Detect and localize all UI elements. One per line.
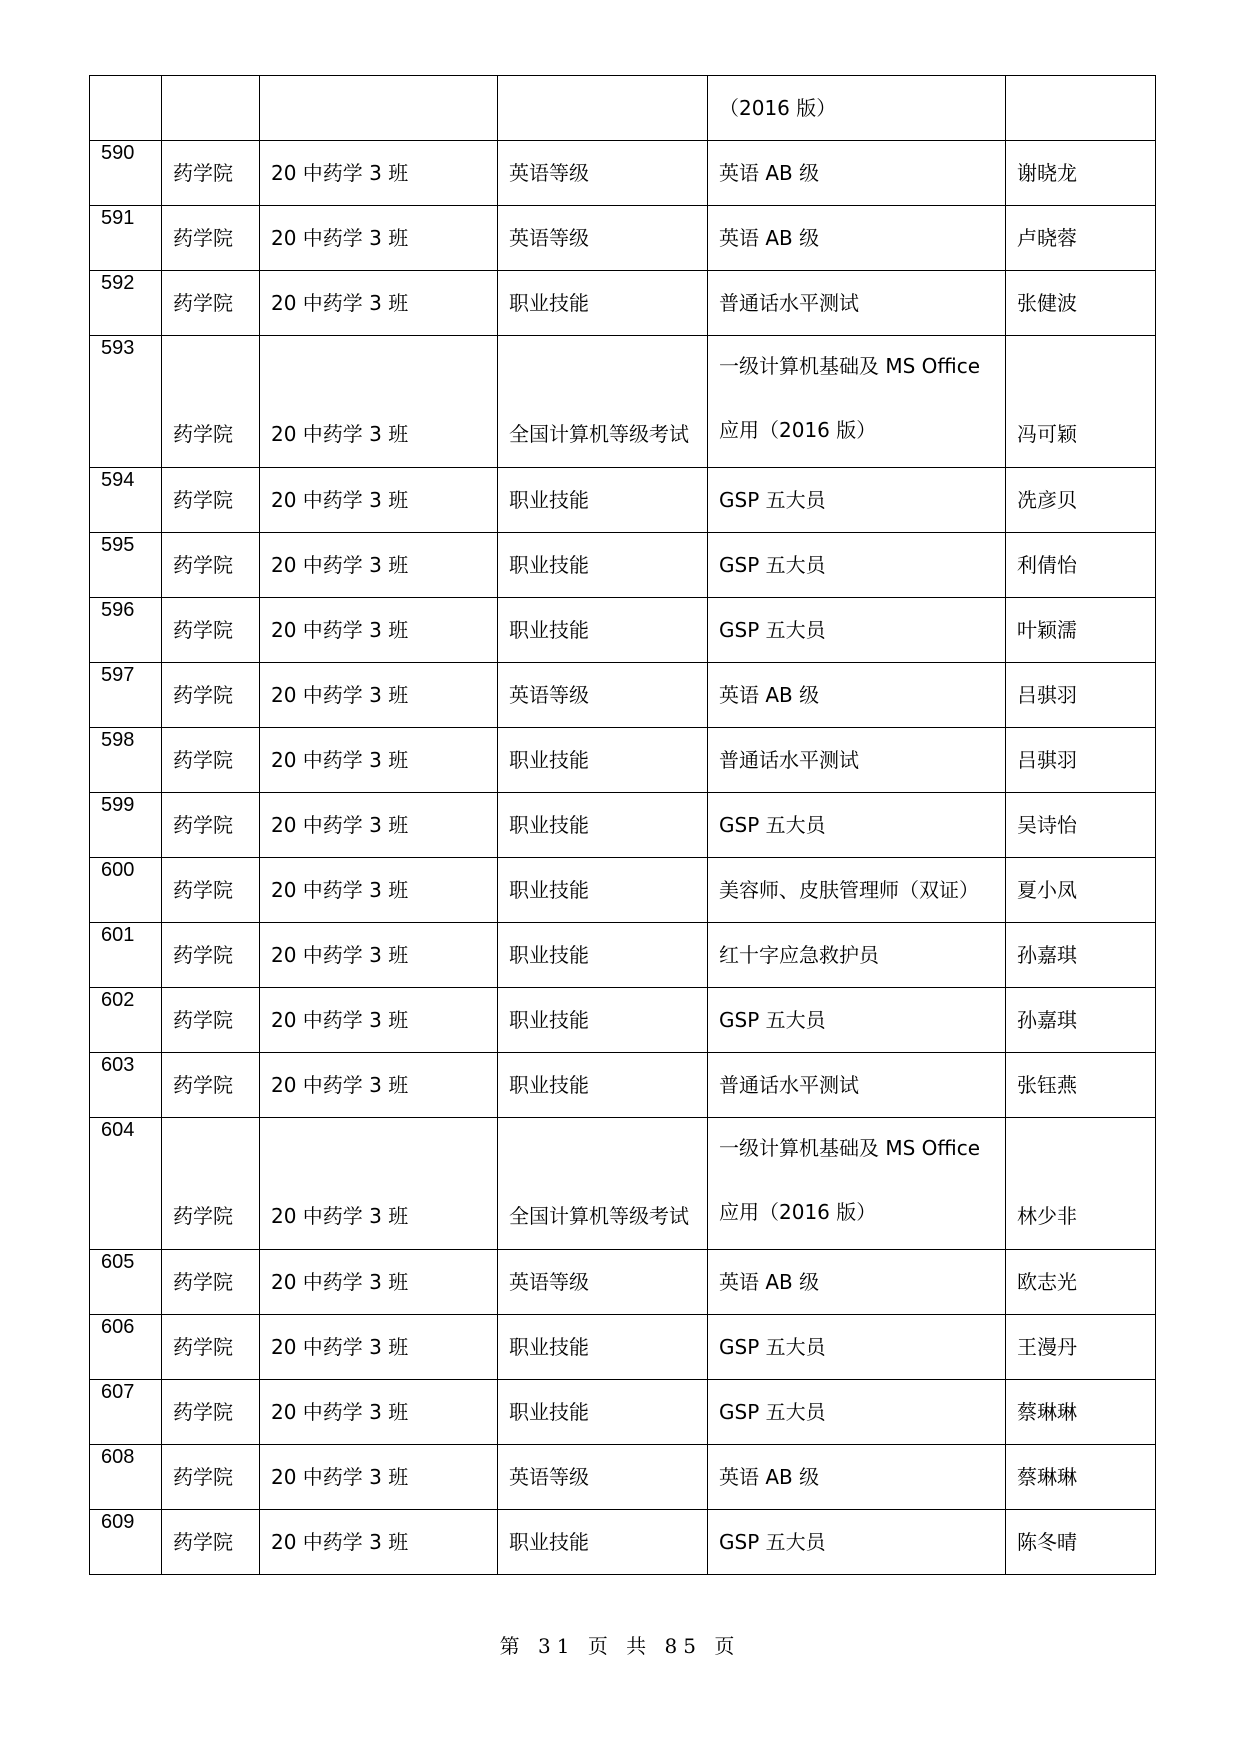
college-text: 药学院 xyxy=(173,683,233,707)
cell-category xyxy=(498,533,708,598)
cell-num: 596 xyxy=(90,598,162,663)
cell-class xyxy=(260,663,498,728)
cell-name xyxy=(1006,468,1156,533)
certificate-text: 英语 AB 级 xyxy=(719,683,820,707)
cell-name xyxy=(1006,858,1156,923)
cell-name xyxy=(1006,923,1156,988)
college-text: 药学院 xyxy=(173,1530,233,1554)
cell-num: 593 xyxy=(90,336,162,468)
cell-class xyxy=(260,533,498,598)
name-text: 孙嘉琪 xyxy=(1017,1008,1077,1032)
class-text: 20 中药学 3 班 xyxy=(271,488,409,512)
certificate-text: GSP 五大员 xyxy=(719,1335,826,1359)
table-row xyxy=(90,663,1156,728)
cell-college xyxy=(162,468,260,533)
name-text: 王漫丹 xyxy=(1017,1335,1077,1359)
cell-certificate xyxy=(708,1053,1006,1118)
cell-num: 590 xyxy=(90,141,162,206)
cell-certificate xyxy=(708,793,1006,858)
cell-num: 609 xyxy=(90,1510,162,1575)
college-text: 药学院 xyxy=(173,1335,233,1359)
table-row xyxy=(90,336,1156,468)
college-text: 药学院 xyxy=(173,1465,233,1489)
cell-college xyxy=(162,141,260,206)
cell-category xyxy=(498,598,708,663)
class-text: 20 中药学 3 班 xyxy=(271,943,409,967)
cell-category xyxy=(498,728,708,793)
name-text: 夏小凤 xyxy=(1017,878,1077,902)
class-text: 20 中药学 3 班 xyxy=(271,813,409,837)
cell-certificate xyxy=(708,1445,1006,1510)
name-text: 欧志光 xyxy=(1017,1270,1077,1294)
cell-num: 594 xyxy=(90,468,162,533)
category-text xyxy=(509,76,707,96)
category-text: 职业技能 xyxy=(509,291,589,315)
name-text: 吕骐羽 xyxy=(1017,748,1077,772)
cell-college xyxy=(162,1053,260,1118)
cell-college xyxy=(162,728,260,793)
certificate-text: 英语 AB 级 xyxy=(719,161,820,185)
certificate-text-line2: 应用（2016 版） xyxy=(719,418,877,442)
certificate-text-line2: 应用（2016 版） xyxy=(719,1200,877,1224)
college-text: 药学院 xyxy=(173,1204,233,1228)
cell-category xyxy=(498,141,708,206)
name-text: 利倩怡 xyxy=(1017,553,1077,577)
name-text: 蔡琳琳 xyxy=(1017,1465,1077,1489)
college-text: 药学院 xyxy=(173,291,233,315)
name-text: 吴诗怡 xyxy=(1017,813,1077,837)
table-row xyxy=(90,793,1156,858)
cell-certificate xyxy=(708,1315,1006,1380)
cell-college xyxy=(162,1445,260,1510)
category-text: 职业技能 xyxy=(509,618,589,642)
certificate-text: GSP 五大员 xyxy=(719,1530,826,1554)
class-text: 20 中药学 3 班 xyxy=(271,553,409,577)
category-text: 英语等级 xyxy=(509,161,589,185)
cell-class xyxy=(260,923,498,988)
college-text: 药学院 xyxy=(173,618,233,642)
cell-certificate xyxy=(708,533,1006,598)
name-text: 冼彦贝 xyxy=(1017,488,1077,512)
category-text: 职业技能 xyxy=(509,813,589,837)
cell-certificate xyxy=(708,76,1006,141)
certificate-text: 英语 AB 级 xyxy=(719,226,820,250)
name-text: 孙嘉琪 xyxy=(1017,943,1077,967)
cell-college xyxy=(162,206,260,271)
category-text: 职业技能 xyxy=(509,1530,589,1554)
cell-num: 598 xyxy=(90,728,162,793)
cell-college xyxy=(162,1250,260,1315)
college-text: 药学院 xyxy=(173,878,233,902)
cell-category xyxy=(498,1118,708,1250)
cell-num: 599 xyxy=(90,793,162,858)
cell-college xyxy=(162,793,260,858)
cell-name xyxy=(1006,1445,1156,1510)
cell-certificate xyxy=(708,1118,1006,1250)
cell-certificate xyxy=(708,1510,1006,1575)
roster-table xyxy=(89,75,1156,1575)
cell-num: 608 xyxy=(90,1445,162,1510)
cell-certificate xyxy=(708,1250,1006,1315)
table-row xyxy=(90,206,1156,271)
cell-certificate xyxy=(708,206,1006,271)
table-row xyxy=(90,598,1156,663)
cell-category xyxy=(498,206,708,271)
cell-category xyxy=(498,1315,708,1380)
roster-body xyxy=(90,76,1156,1575)
cell-num: 595 xyxy=(90,533,162,598)
cell-num: 600 xyxy=(90,858,162,923)
cell-college xyxy=(162,271,260,336)
cell-class xyxy=(260,793,498,858)
class-text: 20 中药学 3 班 xyxy=(271,878,409,902)
certificate-text: 美容师、皮肤管理师（双证） xyxy=(719,878,979,902)
table-row xyxy=(90,1118,1156,1250)
class-text: 20 中药学 3 班 xyxy=(271,1465,409,1489)
category-text: 职业技能 xyxy=(509,1400,589,1424)
cell-class xyxy=(260,336,498,468)
class-text: 20 中药学 3 班 xyxy=(271,1270,409,1294)
cell-class xyxy=(260,598,498,663)
class-text: 20 中药学 3 班 xyxy=(271,618,409,642)
name-text: 陈冬晴 xyxy=(1017,1530,1077,1554)
cell-class xyxy=(260,988,498,1053)
table-row xyxy=(90,1445,1156,1510)
cell-class xyxy=(260,1250,498,1315)
cell-certificate xyxy=(708,663,1006,728)
college-text: 药学院 xyxy=(173,1270,233,1294)
cell-college xyxy=(162,1315,260,1380)
cell-category xyxy=(498,468,708,533)
cell-class xyxy=(260,1380,498,1445)
cell-certificate xyxy=(708,141,1006,206)
class-text: 20 中药学 3 班 xyxy=(271,1530,409,1554)
cell-name xyxy=(1006,1118,1156,1250)
cell-category xyxy=(498,1250,708,1315)
class-text xyxy=(271,76,497,96)
cell-category xyxy=(498,1380,708,1445)
cell-class xyxy=(260,728,498,793)
college-text: 药学院 xyxy=(173,1073,233,1097)
cell-name xyxy=(1006,793,1156,858)
cell-name xyxy=(1006,1315,1156,1380)
college-text: 药学院 xyxy=(173,1008,233,1032)
certificate-text: GSP 五大员 xyxy=(719,1400,826,1424)
cell-num: 607 xyxy=(90,1380,162,1445)
name-text: 冯可颖 xyxy=(1017,422,1077,446)
table-row xyxy=(90,923,1156,988)
cell-num: 603 xyxy=(90,1053,162,1118)
cell-college xyxy=(162,663,260,728)
college-text: 药学院 xyxy=(173,943,233,967)
category-text: 职业技能 xyxy=(509,878,589,902)
table-row xyxy=(90,1250,1156,1315)
cell-category xyxy=(498,923,708,988)
category-text: 职业技能 xyxy=(509,1008,589,1032)
cell-num: 592 xyxy=(90,271,162,336)
cell-class xyxy=(260,206,498,271)
class-text: 20 中药学 3 班 xyxy=(271,1335,409,1359)
cell-name xyxy=(1006,76,1156,141)
name-text: 谢晓龙 xyxy=(1017,161,1077,185)
certificate-text: GSP 五大员 xyxy=(719,813,826,837)
class-text: 20 中药学 3 班 xyxy=(271,748,409,772)
table-row xyxy=(90,1053,1156,1118)
certificate-text: （2016 版） xyxy=(719,96,837,120)
college-text xyxy=(173,76,259,96)
cell-name xyxy=(1006,206,1156,271)
class-text: 20 中药学 3 班 xyxy=(271,683,409,707)
cell-category xyxy=(498,336,708,468)
class-text: 20 中药学 3 班 xyxy=(271,1073,409,1097)
cell-name xyxy=(1006,1510,1156,1575)
certificate-text: 一级计算机基础及 MS Office xyxy=(719,354,981,378)
category-text: 职业技能 xyxy=(509,1073,589,1097)
cell-class xyxy=(260,468,498,533)
certificate-text: 普通话水平测试 xyxy=(719,1073,859,1097)
cell-name xyxy=(1006,1053,1156,1118)
cell-category xyxy=(498,271,708,336)
cell-name xyxy=(1006,598,1156,663)
class-text: 20 中药学 3 班 xyxy=(271,226,409,250)
class-text: 20 中药学 3 班 xyxy=(271,291,409,315)
cell-name xyxy=(1006,1250,1156,1315)
cell-college xyxy=(162,1380,260,1445)
cell-name xyxy=(1006,1380,1156,1445)
cell-college xyxy=(162,923,260,988)
class-text: 20 中药学 3 班 xyxy=(271,1008,409,1032)
name-text: 卢晓蓉 xyxy=(1017,226,1077,250)
cell-class xyxy=(260,141,498,206)
name-text xyxy=(1017,76,1155,96)
cell-class xyxy=(260,1315,498,1380)
college-text: 药学院 xyxy=(173,422,233,446)
cell-certificate xyxy=(708,468,1006,533)
cell-college xyxy=(162,533,260,598)
certificate-text: 普通话水平测试 xyxy=(719,291,859,315)
cell-name xyxy=(1006,663,1156,728)
college-text: 药学院 xyxy=(173,488,233,512)
cell-name xyxy=(1006,271,1156,336)
cell-certificate xyxy=(708,336,1006,468)
table-row xyxy=(90,1380,1156,1445)
cell-class xyxy=(260,271,498,336)
cell-category xyxy=(498,1053,708,1118)
table-row xyxy=(90,858,1156,923)
cell-num: 602 xyxy=(90,988,162,1053)
cell-num: 597 xyxy=(90,663,162,728)
cell-num: 605 xyxy=(90,1250,162,1315)
table-row xyxy=(90,988,1156,1053)
class-text: 20 中药学 3 班 xyxy=(271,1204,409,1228)
table-row xyxy=(90,1315,1156,1380)
cell-num: 606 xyxy=(90,1315,162,1380)
table-row xyxy=(90,533,1156,598)
cell-name xyxy=(1006,988,1156,1053)
cell-college xyxy=(162,1118,260,1250)
cell-class xyxy=(260,858,498,923)
page-footer: 第 31 页 共 85 页 xyxy=(499,1634,741,1658)
cell-class xyxy=(260,1118,498,1250)
college-text: 药学院 xyxy=(173,553,233,577)
certificate-text: 红十字应急救护员 xyxy=(719,943,879,967)
category-text: 英语等级 xyxy=(509,1270,589,1294)
cell-category xyxy=(498,1510,708,1575)
cell-certificate xyxy=(708,923,1006,988)
category-text: 职业技能 xyxy=(509,1335,589,1359)
cell-certificate xyxy=(708,988,1006,1053)
cell-category xyxy=(498,76,708,141)
name-text: 林少非 xyxy=(1017,1204,1077,1228)
certificate-text: GSP 五大员 xyxy=(719,488,826,512)
table-row xyxy=(90,468,1156,533)
cell-category xyxy=(498,663,708,728)
table-row-continued xyxy=(90,76,1156,141)
cell-name xyxy=(1006,533,1156,598)
cell-class xyxy=(260,76,498,141)
cell-certificate xyxy=(708,728,1006,793)
cell-college xyxy=(162,598,260,663)
cell-num: 604 xyxy=(90,1118,162,1250)
category-text: 职业技能 xyxy=(509,748,589,772)
college-text: 药学院 xyxy=(173,226,233,250)
cell-name xyxy=(1006,728,1156,793)
cell-college xyxy=(162,858,260,923)
name-text: 张健波 xyxy=(1017,291,1077,315)
cell-certificate xyxy=(708,1380,1006,1445)
cell-class xyxy=(260,1053,498,1118)
cell-name xyxy=(1006,336,1156,468)
cell-category xyxy=(498,988,708,1053)
category-text: 全国计算机等级考试 xyxy=(509,422,689,446)
category-text: 职业技能 xyxy=(509,553,589,577)
class-text: 20 中药学 3 班 xyxy=(271,1400,409,1424)
cell-class xyxy=(260,1510,498,1575)
table-row xyxy=(90,271,1156,336)
college-text: 药学院 xyxy=(173,1400,233,1424)
table-row xyxy=(90,141,1156,206)
category-text: 职业技能 xyxy=(509,943,589,967)
college-text: 药学院 xyxy=(173,813,233,837)
category-text: 英语等级 xyxy=(509,1465,589,1489)
cell-num xyxy=(90,76,162,141)
category-text: 英语等级 xyxy=(509,683,589,707)
table-row xyxy=(90,1510,1156,1575)
class-text: 20 中药学 3 班 xyxy=(271,422,409,446)
cell-certificate xyxy=(708,598,1006,663)
category-text: 英语等级 xyxy=(509,226,589,250)
cell-category xyxy=(498,1445,708,1510)
cell-college xyxy=(162,336,260,468)
table-row xyxy=(90,728,1156,793)
name-text: 吕骐羽 xyxy=(1017,683,1077,707)
cell-college xyxy=(162,1510,260,1575)
college-text: 药学院 xyxy=(173,748,233,772)
cell-category xyxy=(498,793,708,858)
college-text: 药学院 xyxy=(173,161,233,185)
certificate-text: GSP 五大员 xyxy=(719,1008,826,1032)
category-text: 职业技能 xyxy=(509,488,589,512)
class-text: 20 中药学 3 班 xyxy=(271,161,409,185)
cell-college xyxy=(162,76,260,141)
cell-category xyxy=(498,858,708,923)
cell-class xyxy=(260,1445,498,1510)
name-text: 蔡琳琳 xyxy=(1017,1400,1077,1424)
certificate-text: 一级计算机基础及 MS Office xyxy=(719,1136,981,1160)
cell-college xyxy=(162,988,260,1053)
certificate-text: GSP 五大员 xyxy=(719,618,826,642)
certificate-text: 普通话水平测试 xyxy=(719,748,859,772)
name-text: 张钰燕 xyxy=(1017,1073,1077,1097)
cell-certificate xyxy=(708,271,1006,336)
name-text: 叶颖濡 xyxy=(1017,618,1077,642)
cell-name xyxy=(1006,141,1156,206)
cell-num: 591 xyxy=(90,206,162,271)
certificate-text: GSP 五大员 xyxy=(719,553,826,577)
cell-num: 601 xyxy=(90,923,162,988)
category-text: 全国计算机等级考试 xyxy=(509,1204,689,1228)
certificate-text: 英语 AB 级 xyxy=(719,1270,820,1294)
cell-certificate xyxy=(708,858,1006,923)
certificate-text: 英语 AB 级 xyxy=(719,1465,820,1489)
